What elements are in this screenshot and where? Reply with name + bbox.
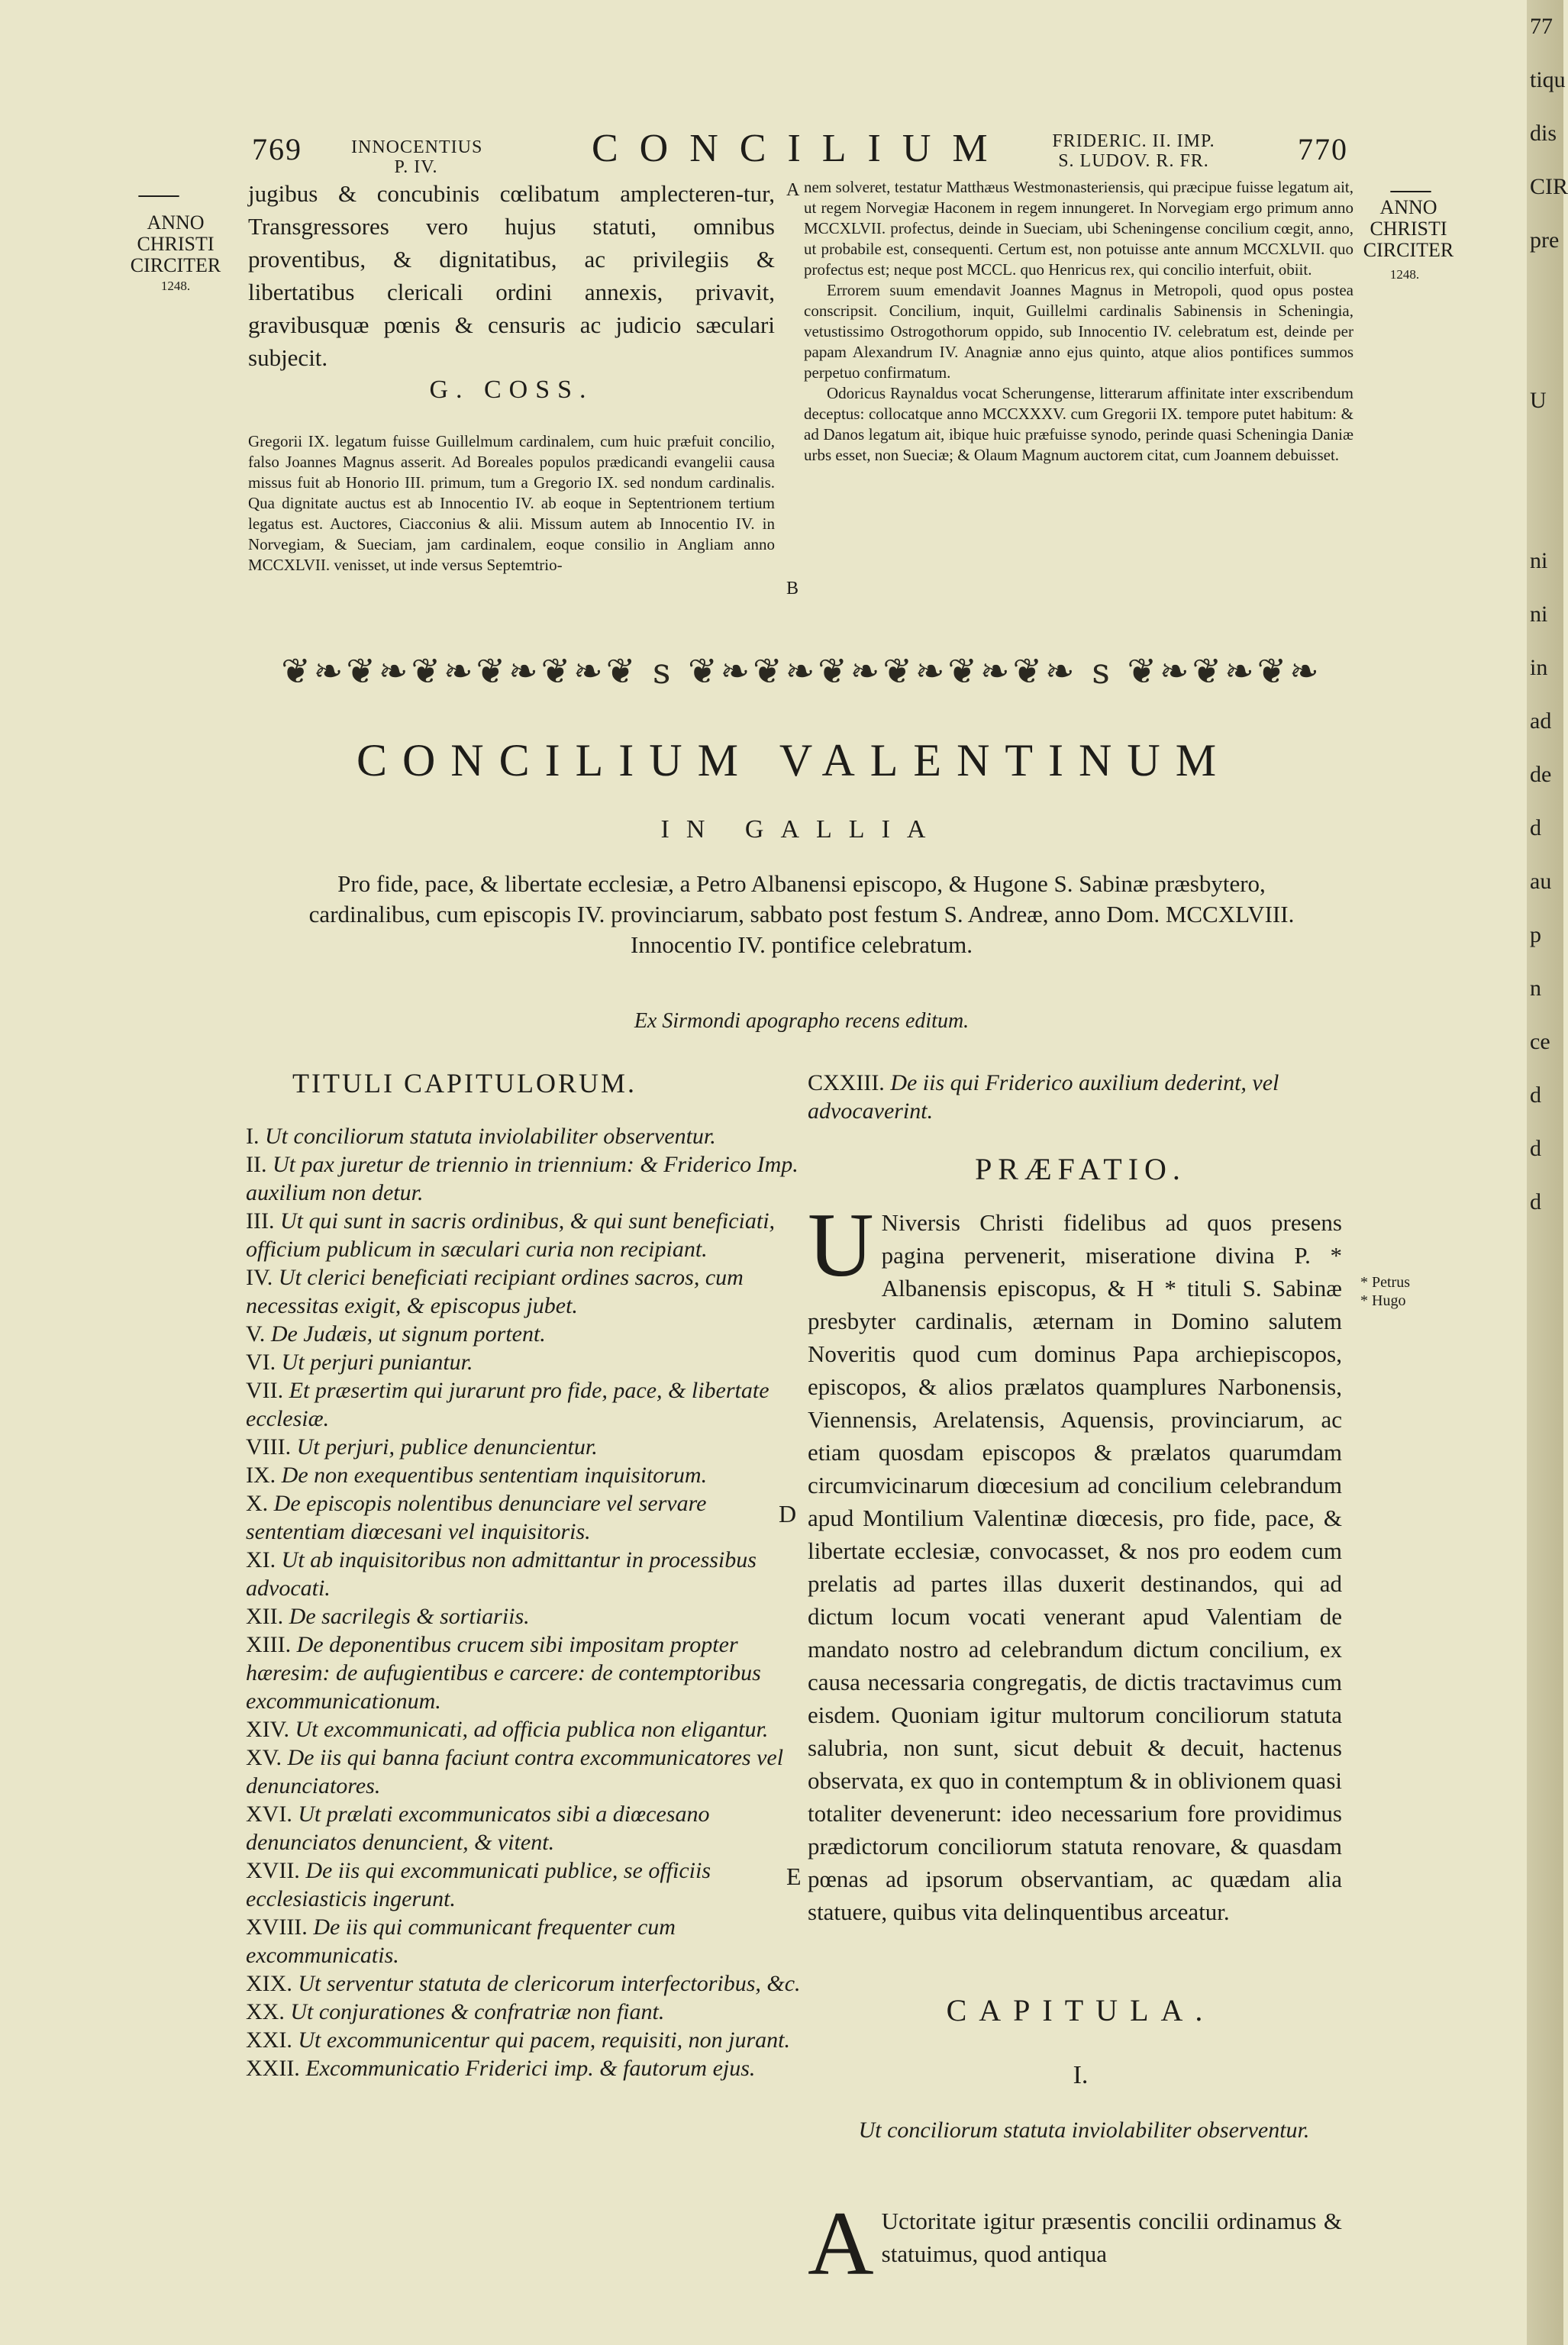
concilium-description: Pro fide, pace, & libertate ecclesiæ, a Petro Albanensi episcopo, & Hugone S. Sabinæ præsbytero, cardinalibus, cum episcopis IV. provinciarum, sabbato post festum S. Andreæ, anno Dom. MCCXLVIII. Innocentio IV. pontifice celebratum.	[308, 870, 1295, 958]
top-right-para-1: nem solveret, testatur Matthæus Westmonasteriensis, qui præcipue fuisse legatum ait, ut regem Norvegiæ Haconem in regem innungeret. In Norvegiam ergo primum anno MCCXLVII. profectus, deinde in Sueciam, ubi Scheningense concilium cœgit, anno, ut probabile est, consequenti. Certum est, non potuisse ante annum MCCXLVII. quo profectus est; neque post MCCL. quo Henricus rex, qui concilio interfuit, obiit.	[804, 178, 1353, 279]
toc-list	[246, 1122, 807, 2082]
toc-item	[246, 1207, 807, 1263]
page-number-left: 769	[252, 132, 302, 166]
toc-item	[246, 1489, 807, 1546]
toc-item-text: Ut perjuri, publice denuncientur.	[296, 1434, 598, 1460]
toc-item	[246, 2054, 807, 2082]
toc-item-number: XX.	[246, 1999, 285, 2024]
margin-note-petrus-hugo: * Petrus * Hugo	[1360, 1274, 1410, 1309]
toc-item-number: IX.	[246, 1463, 276, 1488]
col-letter-d: D	[779, 1500, 797, 1527]
running-head-left	[351, 137, 481, 177]
running-head-left-top: INNOCENTIUS	[351, 137, 483, 157]
decorative-ornament-band: ❦❧❦❧❦❧❦❧❦❧❦ s ❦❧❦❧❦❧❦❧❦❧❦❧ s ❦❧❦❧❦❧	[281, 650, 1322, 692]
col-letter-e: E	[786, 1863, 802, 1890]
toc-item	[246, 1602, 807, 1631]
toc-item-text: Ut conjurationes & confratriæ non fiant.	[290, 1999, 665, 2024]
toc-item-23-text: De iis qui Friderico auxilium dederint, vel advocaverint.	[808, 1070, 1279, 1124]
toc-item-text: Ut excommunicentur qui pacem, requisiti, non jurant.	[298, 2027, 790, 2053]
margin-year-left: 1248.	[160, 279, 191, 293]
praefatio-heading: PRÆFATIO.	[975, 1152, 1186, 1186]
toc-item	[246, 1348, 807, 1376]
chapter-1-number: I.	[1073, 2061, 1089, 2089]
top-left-text: jugibus & concubinis cœlibatum amplecteren-tur, Transgressores vero hujus statuti, omnibus proventibus, & dignitatibus, ac privilegiis & libertatibus clericali ordini annexis, privavit, gravibusquæ pœnis & censuris ac judicio sæculari subjecit.	[248, 180, 775, 371]
coss-note: Gregorii IX. legatum fuisse Guillelmum cardinalem, cum huic præfuit concilio, falso Joannes Magnus asserit. Ad Boreales populos prædicandi evangelii causa missus fuit ab Honorio III. primum, tum a Gregorio IX. sed nondum cardinalis. Qua dignitate auctus est ab Innocentio IV. ab eoque in Septentrionem tertium legatus est. Auctores, Ciacconius & alii. Missum autem ab Innocentio IV. in Norvegiam, & Sueciam, jam cardinalem, eoque consilio in Angliam anno MCCXLVII. venisset, ut inde versus Septemtrio-	[248, 432, 775, 574]
margin-year-right: 1248.	[1389, 267, 1420, 282]
praefatio-text: Niversis Christi fidelibus ad quos presens pagina pervenerit, miseratione divina P. * Albanensis episcopus, & H * tituli S. Sabinæ presbyter cardinalis, æternam in Domino salutem Noveritis quod cum dominus Papa archiepiscopos, episcopos, & alios prælatos quamplures Narbonensis, Viennensis, Arelatensis, Aquensis, provinciarum, ac etiam quosdam episcopos & prælatos quarumdam circumvicinarum diœcesium ad concilium celebrandum apud Montilium Valentinæ diœcesis, pro fide, pace, & libertate ecclesiæ, convocasset, & nos pro eodem cum prelatis ad partes illas duxerit destinandos, qui ad dictum locum vocati venerant apud Valentiam de mandato nostro ad celebrandum dictum concilium, ex causa necessaria congregatis, de dictis tractavimus cum eisdem. Quoniam igitur multorum conciliorum statuta salubria, non sunt, sicut debuit & decuit, hactenus observata, ex quo in contemptum & in oblivionem quasi totaliter devenerunt: ideo necessarium fore providimus prædictorum conciliorum statuta renovare, & quasdam pœnas ad ipsorum observantiam, ac quædam alia statuere, quibus vita delinquentibus arceatur.	[808, 1209, 1342, 1925]
concilium-title: CONCILIUM VALENTINUM	[356, 735, 1232, 785]
toc-item-text: De sacrilegis & sortiariis.	[289, 1604, 530, 1629]
toc-item-text: De deponentibus crucem sibi impositam propter hæresim: de aufugientibus e carcere: de contemptoribus excommunicationum.	[246, 1632, 761, 1714]
toc-item-number: VIII.	[246, 1434, 292, 1460]
toc-item	[246, 1969, 807, 1998]
toc-item	[246, 1263, 807, 1320]
toc-item-number: XI.	[246, 1547, 276, 1572]
toc-item-text: Et præsertim qui jurarunt pro fide, pace, & libertate ecclesiæ.	[246, 1378, 769, 1431]
toc-item-text: Excommunicatio Friderici imp. & fautorum ejus.	[305, 2056, 756, 2081]
toc-item-number: XIX.	[246, 1971, 292, 1996]
running-head-right	[1027, 131, 1241, 171]
toc-item-text: Ut clerici beneficiati recipiant ordines sacros, cum necessitas exigit, & episcopus jubet.	[246, 1265, 744, 1318]
top-right-para-2: Errorem suum emendavit Joannes Magnus in Metropoli, quod opus postea conscripsit. Concilium, inquit, Guillelmi cardinalis Sabinensis in Scheningia, vetustissimo Ostrogothorum oppido, sub Innocentio IV. celebratum est, deinde per papam Alexandrum IV. Anagniæ anno ejus quinto, atque alios pontifices summos perpetuo confirmatum.	[804, 281, 1353, 382]
toc-item	[246, 1433, 807, 1461]
toc-item-number: V.	[246, 1321, 266, 1347]
running-head-left-bottom: P. IV.	[394, 157, 438, 177]
toc-item	[246, 1376, 807, 1433]
toc-item-number: VII.	[246, 1378, 284, 1403]
page-number-right: 770	[1298, 132, 1348, 166]
toc-item-text: Ut prælati excommunicatos sibi a diœcesano denunciatos denuncient, & vitent.	[246, 1801, 710, 1855]
concilium-source: Ex Sirmondi apographo recens editum.	[634, 1009, 970, 1033]
col-letter-a: A	[786, 180, 800, 200]
margin-dash-right: ——	[1389, 177, 1429, 204]
toc-item-number: XVI.	[246, 1801, 292, 1827]
toc-item	[246, 1122, 807, 1150]
chapter-1-title: Ut conciliorum statuta inviolabiliter observentur.	[858, 2118, 1310, 2143]
toc-item-text: Ut excommunicati, ad officia publica non eligantur.	[295, 1717, 769, 1742]
running-head-right-bottom: S. LUDOV. R. FR.	[1058, 151, 1209, 171]
col-letter-b: B	[786, 579, 799, 598]
toc-item-number: XIII.	[246, 1632, 292, 1657]
toc-item-23-number: CXXIII.	[808, 1070, 885, 1095]
toc-item-text: Ut ab inquisitoribus non admittantur in processibus advocati.	[246, 1547, 757, 1601]
running-head-right-top: FRIDERIC. II. IMP.	[1052, 131, 1215, 151]
toc-item	[246, 2026, 807, 2054]
toc-item-text: De iis qui banna faciunt contra excommunicatores vel denunciatores.	[246, 1745, 784, 1798]
toc-item	[246, 1150, 807, 1207]
top-right-para-3: Odoricus Raynaldus vocat Scherungense, litterarum affinitate inter exscribendum deceptus: collocatque anno MCCXXXV. cum Gregorii IX. tempore putet habitum: & ad Danos legatum ait, ibique huic præfuisse synodo, perinde quasi Scheningia Daniæ urbs esset, non Sueciæ; & Olaum Magnum auctorem citat, cum Joannem debuisset.	[804, 384, 1353, 464]
chapter-1-text: Uctoritate igitur præsentis concilii ordinamus & statuimus, quod antiqua	[881, 2208, 1342, 2267]
coss-heading: G. COSS.	[429, 376, 594, 404]
toc-item-text: Ut qui sunt in sacris ordinibus, & qui sunt beneficiati, officium publicum in sæculari curia non recipiant.	[246, 1208, 776, 1262]
toc-item-number: XVIII.	[246, 1914, 308, 1940]
toc-item-text: De episcopis nolentibus denunciare vel servare sententiam diœcesani vel inquisitoris.	[246, 1491, 707, 1544]
toc-item-number: XVII.	[246, 1858, 300, 1883]
toc-item	[246, 1631, 807, 1715]
toc-item-text: Ut perjuri puniantur.	[281, 1350, 473, 1375]
margin-dash-left: ——	[137, 182, 177, 208]
toc-item-number: XIV.	[246, 1717, 289, 1742]
margin-anno-right: ANNO CHRISTI CIRCITER	[1363, 196, 1454, 261]
toc-item	[246, 1800, 807, 1856]
top-right-text	[804, 177, 1353, 466]
toc-item	[246, 1461, 807, 1489]
toc-item	[246, 1715, 807, 1743]
toc-item-text: De iis qui excommunicati publice, se officiis ecclesiasticis ingerunt.	[246, 1858, 711, 1911]
toc-item-number: XV.	[246, 1745, 282, 1770]
toc-item-number: XXI.	[246, 2027, 292, 2053]
toc-item-23	[808, 1069, 1353, 1125]
toc-item	[246, 1913, 807, 1969]
toc-item-number: XXII.	[246, 2056, 300, 2081]
toc-item-number: I.	[246, 1124, 260, 1149]
toc-item-text: Ut pax juretur de triennio in triennium: & Friderico Imp. auxilium non detur.	[246, 1152, 799, 1205]
toc-item	[246, 1856, 807, 1913]
toc-item-number: X.	[246, 1491, 269, 1516]
margin-anno-left: ANNO CHRISTI CIRCITER	[130, 211, 221, 276]
capitula-heading: CAPITULA.	[946, 1993, 1215, 2027]
toc-item-number: XII.	[246, 1604, 284, 1629]
praefatio-body	[808, 1194, 1342, 1928]
toc-item-text: De iis qui communicant frequenter cum excommunicatis.	[246, 1914, 676, 1968]
toc-item-number: VI.	[246, 1350, 276, 1375]
chapter-1-body	[808, 2192, 1342, 2294]
toc-item-text: Ut conciliorum statuta inviolabiliter observentur.	[265, 1124, 716, 1149]
toc-heading: TITULI CAPITULORUM.	[292, 1068, 637, 1098]
toc-item	[246, 1320, 807, 1348]
chapter-1-drop-cap: A	[808, 2192, 874, 2294]
toc-item-number: II.	[246, 1152, 267, 1177]
toc-item-text: De Judæis, ut signum portent.	[270, 1321, 546, 1347]
toc-item-number: IV.	[246, 1265, 273, 1290]
toc-item-text: Ut serventur statuta de clericorum interfectoribus, &c.	[298, 1971, 801, 1996]
concilium-subtitle: IN GALLIA	[660, 815, 943, 843]
facing-page-edge	[1527, 0, 1568, 2345]
running-head-center: CONCILIUM	[592, 127, 1009, 170]
toc-item-text: De non exequentibus sententiam inquisitorum.	[281, 1463, 708, 1488]
facing-page-fragment: 77 tiqu dis CIR pre U ni ni in ad de d au p n ce d d d	[1530, 14, 1568, 1214]
toc-item	[246, 1546, 807, 1602]
toc-item	[246, 1743, 807, 1800]
toc-item-number: III.	[246, 1208, 275, 1234]
toc-item	[246, 1998, 807, 2026]
praefatio-drop-cap: U	[808, 1194, 874, 1295]
